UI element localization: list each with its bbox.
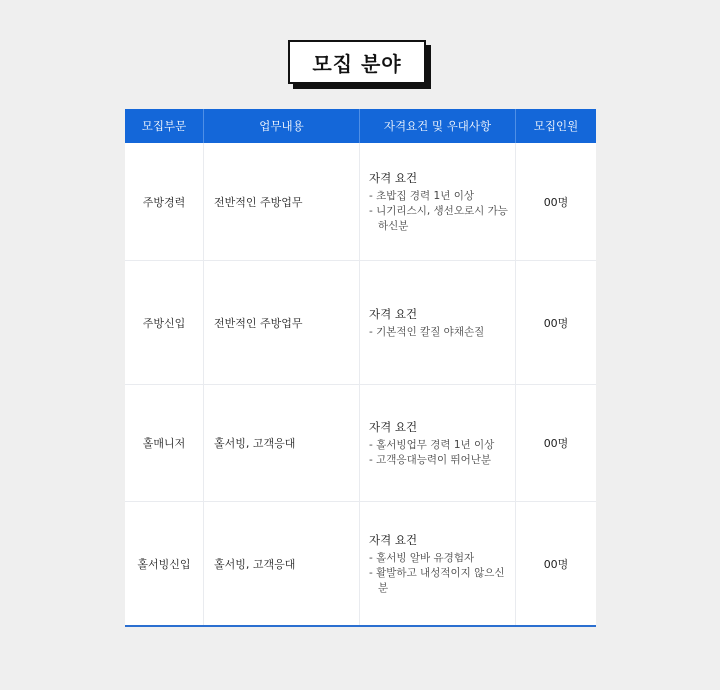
- table-row: [125, 143, 596, 260]
- table-row: [125, 501, 596, 625]
- row-count: 00명: [543, 557, 569, 571]
- row-category: 홀서빙신입: [125, 502, 204, 625]
- header-requirements: 자격요건 및 우대사항: [360, 109, 516, 143]
- table-row: [125, 384, 596, 501]
- requirements-title: 자격 요건: [369, 170, 418, 185]
- table-body: [125, 143, 596, 625]
- row-duty: 전반적인 주방업무: [204, 143, 360, 260]
- header-category: 모집부문: [125, 109, 204, 143]
- row-requirements: [360, 261, 516, 384]
- requirement-item: - 고객응대능력이 뛰어난분: [369, 453, 491, 468]
- row-duty: 홀서빙, 고객응대: [204, 502, 360, 625]
- requirements-title: 자격 요건: [369, 532, 418, 547]
- row-category: 주방경력: [125, 143, 204, 260]
- row-duty: 전반적인 주방업무: [204, 261, 360, 384]
- row-category: 홀매니저: [125, 385, 204, 501]
- requirement-item: - 기본적인 칼질 야채손질: [369, 325, 484, 340]
- requirement-item: - 초밥집 경력 1년 이상: [369, 189, 474, 204]
- section-title-badge: [288, 40, 431, 89]
- requirement-item: - 홀서빙업무 경력 1년 이상: [369, 438, 494, 453]
- requirement-item: - 활발하고 내성적이지 않으신분: [369, 566, 509, 596]
- row-duty: 홀서빙, 고객응대: [204, 385, 360, 501]
- section-title: 모집 분야: [288, 40, 426, 84]
- requirement-item: - 니기리스시, 생선오로시 가능하신분: [369, 204, 509, 234]
- header-duty: 업무내용: [204, 109, 360, 143]
- requirements-title: 자격 요건: [369, 419, 418, 434]
- row-count: 00명: [543, 195, 569, 209]
- requirement-item: - 홀서빙 알바 유경험자: [369, 551, 474, 566]
- table-row: [125, 260, 596, 384]
- row-requirements: [360, 385, 516, 501]
- row-requirements: [360, 143, 516, 260]
- requirements-title: 자격 요건: [369, 306, 418, 321]
- row-count: 00명: [543, 437, 569, 450]
- row-requirements: [360, 502, 516, 625]
- row-category: 주방신입: [125, 261, 204, 384]
- row-count: 00명: [543, 316, 569, 330]
- header-count: 모집인원: [533, 119, 579, 133]
- recruitment-table: [125, 109, 596, 627]
- table-header: [125, 109, 596, 143]
